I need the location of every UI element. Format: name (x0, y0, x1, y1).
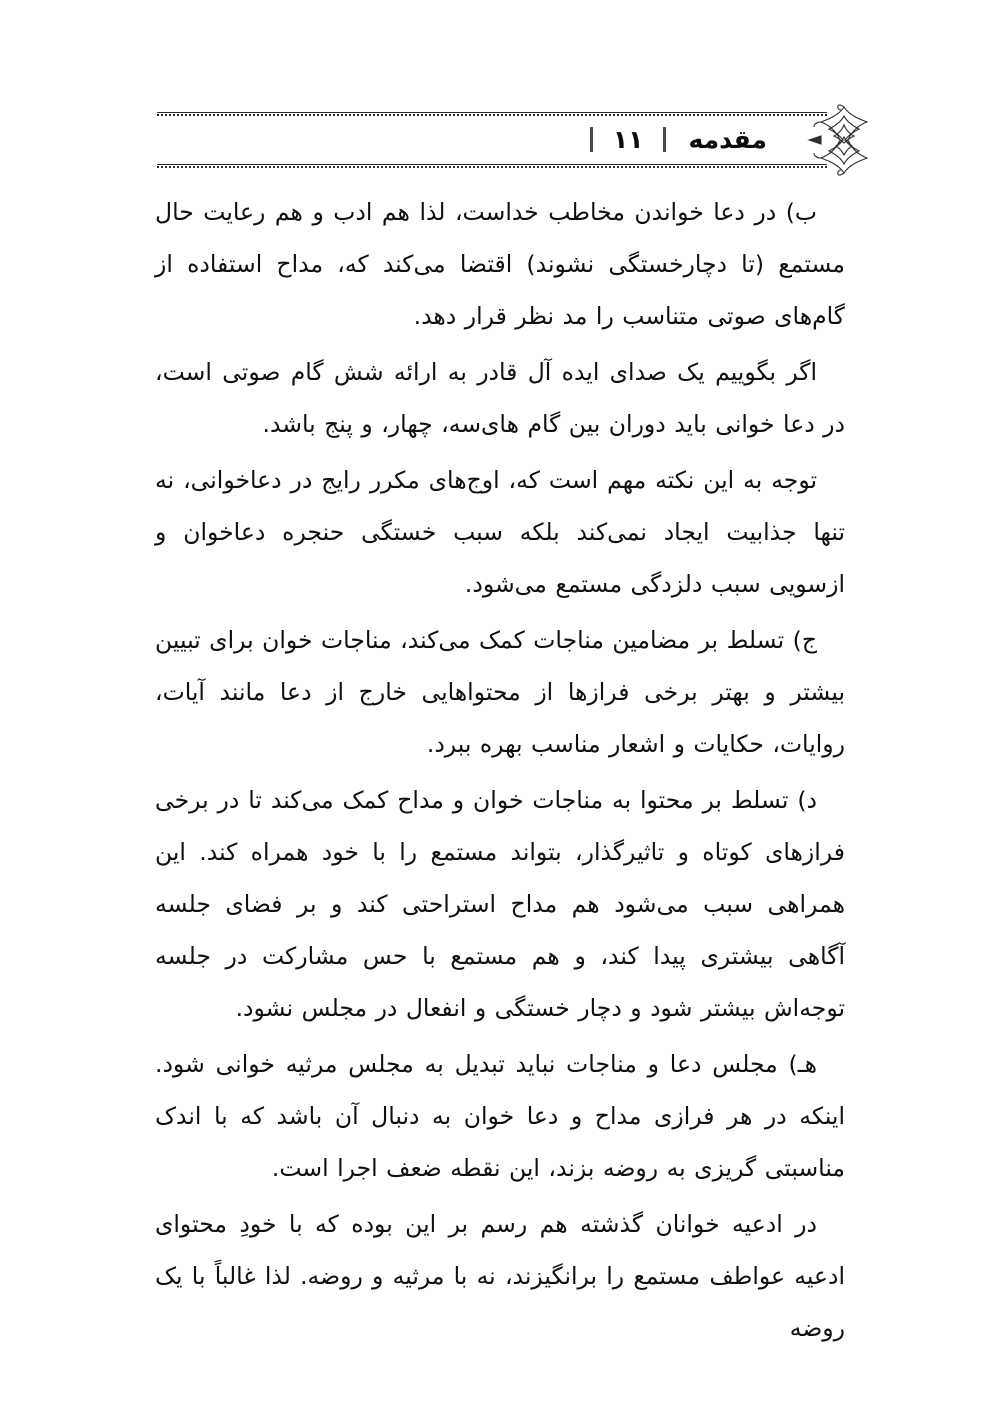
header-rule-top (157, 112, 827, 116)
paragraph-ideal-voice: اگر بگوییم یک صدای ایده آل قادر به ارائه شش گام صوتی است، در دعا خوانی باید دوران بین گام های‌سه، چهار، و پنج باشد. (155, 358, 845, 438)
header-rule-top-dotted (157, 114, 827, 116)
header-rule-top-solid (157, 112, 827, 113)
paragraph-past-reciters: در ادعیه خوانان گذشته هم رسم بر این بوده که با خودِ محتوای ادعیه عواطف مستمع را برانگیزند، نه با مرثیه و روضه. لذا غالباً با یک روضه (155, 1210, 845, 1342)
header-separator-right (663, 127, 666, 152)
page-title: مقدمه (688, 124, 767, 154)
header-rule-bottom-dotted (157, 166, 827, 168)
paragraph-item-h: هـ) مجلس دعا و مناجات نباید تبدیل به مجلس مرثیه خوانی شود. اینکه در هر فرازی مداح و دعا خوان به دنبال آن باشد که با اندک مناسبتی گریزی به روضه بزند، این نقطه ضعف اجرا است. (155, 1050, 845, 1182)
paragraph-item-j: ج) تسلط بر مضامین مناجات کمک می‌کند، مناجات خوان برای تبیین بیشتر و بهتر برخی فرازها از محتواهایی خارج از دعا مانند آیات، روایات، حکایات و اشعار مناسب بهره ببرد. (155, 626, 845, 758)
header-separator-left (590, 127, 593, 152)
paragraph-item-b: ب) در دعا خواندن مخاطب خداست، لذا هم ادب و هم رعایت حال مستمع (تا دچارخستگی نشوند) اقتضا می‌کند که، مداح استفاده از گام‌های صوتی متناسب را مد نظر قرار دهد. (155, 198, 845, 330)
running-header (155, 104, 845, 176)
header-rule-bottom (157, 164, 827, 168)
header-rule-bottom-solid (157, 164, 827, 165)
paragraph-note: توجه به این نکته مهم است که، اوج‌های مکرر رایج در دعاخوانی، نه تنها جذابیت ایجاد نمی‌کند بلکه سبب خستگی حنجره دعاخوان و ازسویی سبب دلزدگی مستمع می‌شود. (155, 466, 845, 598)
page-number: ۱۱ (612, 124, 644, 154)
floral-diamond-ornament-icon (807, 103, 881, 177)
header-label-group (574, 118, 773, 160)
paragraph-item-d: د) تسلط بر محتوا به مناجات خوان و مداح کمک می‌کند تا در برخی فرازهای کوتاه و تاثیرگذار، بتواند مستمع را با خود همراه کند. این همراهی سبب می‌شود هم مداح استراحتی کند و بر فضای جلسه آگاهی بیشتری پیدا کند، و هم مستمع با حس مشارکت در جلسه توجه‌اش بیشتر شود و دچار خستگی و انفعال در مجلس نشود. (155, 786, 845, 1022)
body-text-column (155, 186, 845, 1354)
